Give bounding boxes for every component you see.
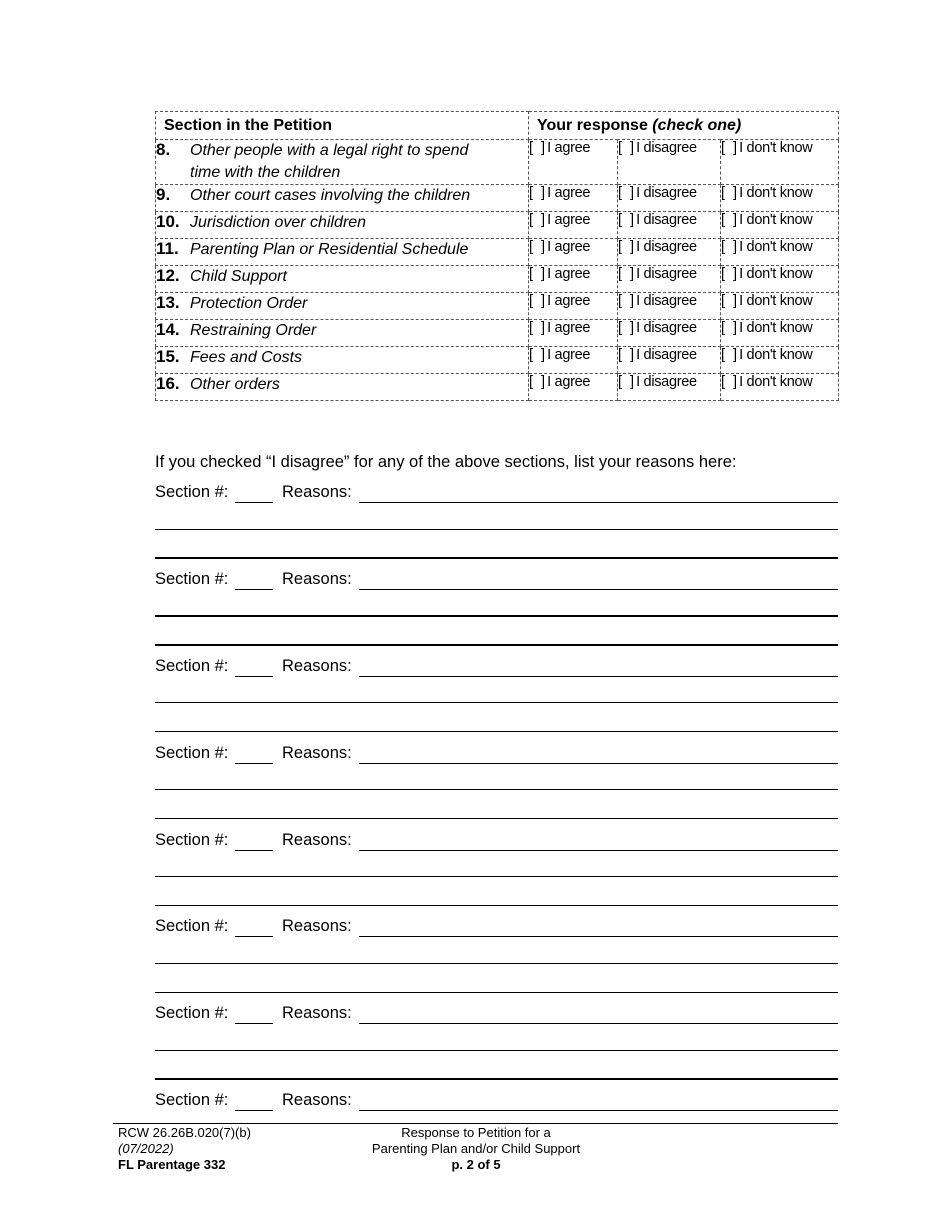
option-label: I agree xyxy=(547,320,591,336)
reasons-line[interactable] xyxy=(155,963,838,964)
checkbox[interactable]: [ ] xyxy=(529,212,548,228)
checkbox[interactable]: [ ] xyxy=(529,320,548,336)
section-label: Child Support xyxy=(190,268,287,285)
option-disagree[interactable] xyxy=(618,140,721,185)
table-row xyxy=(156,266,839,293)
option-label: I don't know xyxy=(739,185,813,201)
section-number: 11. xyxy=(156,239,179,258)
reasons-field[interactable] xyxy=(359,589,838,590)
reasons-field[interactable] xyxy=(359,502,838,503)
reason-row xyxy=(155,1091,838,1111)
reasons-field[interactable] xyxy=(359,1023,838,1024)
option-label: I disagree xyxy=(636,212,697,228)
section-number: 8. xyxy=(156,140,171,159)
section-cell xyxy=(156,347,529,374)
option-label: I don't know xyxy=(739,212,813,228)
section-number: 15. xyxy=(156,347,180,366)
section-number: 16. xyxy=(156,374,180,393)
option-label: I agree xyxy=(547,212,591,228)
option-label: I agree xyxy=(547,239,591,255)
checkbox[interactable]: [ ] xyxy=(618,140,637,156)
section-number-field[interactable] xyxy=(235,589,273,590)
reasons-label: Reasons: xyxy=(282,831,352,849)
section-number-label: Section #: xyxy=(155,1091,229,1109)
footer-page-number: p. 2 of 5 xyxy=(451,1157,501,1172)
option-label: I disagree xyxy=(636,374,697,390)
section-cell xyxy=(156,140,529,185)
option-agree[interactable] xyxy=(529,140,618,185)
reasons-line[interactable] xyxy=(155,731,838,732)
footer-center xyxy=(330,1125,622,1173)
table-row xyxy=(156,185,839,212)
section-cell xyxy=(156,320,529,347)
checkbox[interactable]: [ ] xyxy=(529,374,548,390)
option-label: I disagree xyxy=(636,347,697,363)
option-label: I disagree xyxy=(636,185,697,201)
reasons-field[interactable] xyxy=(359,676,838,677)
reasons-field[interactable] xyxy=(359,936,838,937)
reason-row xyxy=(155,744,838,764)
reasons-label: Reasons: xyxy=(282,483,352,501)
reasons-line[interactable] xyxy=(155,702,838,703)
option-dont-know[interactable] xyxy=(721,140,839,185)
footer-rcw: RCW 26.26B.020(7)(b) xyxy=(118,1125,251,1140)
option-disagree[interactable] xyxy=(618,266,721,293)
reasons-line[interactable] xyxy=(155,1078,838,1080)
section-number-field[interactable] xyxy=(235,1110,273,1111)
table-row xyxy=(156,212,839,239)
reasons-line[interactable] xyxy=(155,644,838,646)
reasons-field[interactable] xyxy=(359,763,838,764)
option-label: I agree xyxy=(547,293,591,309)
footer-left xyxy=(118,1125,251,1173)
section-label: Parenting Plan or Residential Schedule xyxy=(190,241,469,258)
checkbox[interactable]: [ ] xyxy=(721,293,740,309)
reason-row xyxy=(155,570,838,590)
option-label: I agree xyxy=(547,140,591,156)
option-disagree[interactable] xyxy=(618,374,721,401)
option-agree[interactable] xyxy=(529,266,618,293)
option-label: I agree xyxy=(547,374,591,390)
reason-row xyxy=(155,657,838,677)
section-label: Other people with a legal right to spend time with the children xyxy=(190,142,469,181)
reasons-line[interactable] xyxy=(155,615,838,617)
option-disagree[interactable] xyxy=(618,185,721,212)
checkbox[interactable]: [ ] xyxy=(618,347,637,363)
option-agree[interactable] xyxy=(529,347,618,374)
option-label: I don't know xyxy=(739,239,813,255)
table-row xyxy=(156,140,839,185)
section-number: 12. xyxy=(156,266,180,285)
reasons-line[interactable] xyxy=(155,557,838,559)
option-label: I don't know xyxy=(739,320,813,336)
header-response-label: Your response xyxy=(537,116,648,134)
reasons-line[interactable] xyxy=(155,529,838,530)
section-number-label: Section #: xyxy=(155,831,229,849)
checkbox[interactable]: [ ] xyxy=(721,347,740,363)
reasons-line[interactable] xyxy=(155,876,838,877)
section-number-field[interactable] xyxy=(235,676,273,677)
checkbox[interactable]: [ ] xyxy=(618,320,637,336)
section-number-field[interactable] xyxy=(235,763,273,764)
reasons-line[interactable] xyxy=(155,1050,838,1051)
section-number-field[interactable] xyxy=(235,1023,273,1024)
section-label: Other orders xyxy=(190,376,280,393)
section-number: 9. xyxy=(156,185,171,204)
option-dont-know[interactable] xyxy=(721,266,839,293)
section-cell xyxy=(156,293,529,320)
reasons-label: Reasons: xyxy=(282,917,352,935)
table-header-row xyxy=(156,112,839,140)
option-disagree[interactable] xyxy=(618,347,721,374)
option-disagree[interactable] xyxy=(618,239,721,266)
option-label: I disagree xyxy=(636,320,697,336)
option-dont-know[interactable] xyxy=(721,212,839,239)
section-number-field[interactable] xyxy=(235,850,273,851)
checkbox[interactable]: [ ] xyxy=(618,212,637,228)
section-number-label: Section #: xyxy=(155,917,229,935)
footer-form-id: FL Parentage 332 xyxy=(118,1157,226,1172)
section-cell xyxy=(156,212,529,239)
section-number-field[interactable] xyxy=(235,502,273,503)
reasons-label: Reasons: xyxy=(282,1004,352,1022)
checkbox[interactable]: [ ] xyxy=(721,140,740,156)
option-dont-know[interactable] xyxy=(721,185,839,212)
checkbox[interactable]: [ ] xyxy=(529,293,548,309)
table-row xyxy=(156,293,839,320)
section-cell xyxy=(156,266,529,293)
checkbox[interactable]: [ ] xyxy=(721,374,740,390)
footer-title-line2: Parenting Plan and/or Child Support xyxy=(371,1141,581,1156)
option-disagree[interactable] xyxy=(618,320,721,347)
option-label: I don't know xyxy=(739,140,813,156)
section-number-label: Section #: xyxy=(155,483,229,501)
section-label: Jurisdiction over children xyxy=(190,214,367,231)
option-dont-know[interactable] xyxy=(721,239,839,266)
reason-row xyxy=(155,831,838,851)
option-agree[interactable] xyxy=(529,185,618,212)
reasons-line[interactable] xyxy=(155,789,838,790)
option-dont-know[interactable] xyxy=(721,374,839,401)
checkbox[interactable]: [ ] xyxy=(618,293,637,309)
option-label: I disagree xyxy=(636,239,697,255)
option-agree[interactable] xyxy=(529,374,618,401)
reasons-field[interactable] xyxy=(359,1110,838,1111)
section-number-label: Section #: xyxy=(155,657,229,675)
option-agree[interactable] xyxy=(529,239,618,266)
option-agree[interactable] xyxy=(529,293,618,320)
option-agree[interactable] xyxy=(529,320,618,347)
option-label: I disagree xyxy=(636,266,697,282)
header-response-note: (check one) xyxy=(652,116,742,134)
reasons-label: Reasons: xyxy=(282,657,352,675)
reasons-line[interactable] xyxy=(155,905,838,906)
section-number: 10. xyxy=(156,212,180,231)
checkbox[interactable]: [ ] xyxy=(529,140,548,156)
checkbox[interactable]: [ ] xyxy=(529,347,548,363)
option-label: I don't know xyxy=(739,374,813,390)
option-label: I agree xyxy=(547,347,591,363)
checkbox[interactable]: [ ] xyxy=(529,266,548,282)
footer-rule xyxy=(113,1123,838,1124)
option-label: I disagree xyxy=(636,140,697,156)
reasons-field[interactable] xyxy=(359,850,838,851)
checkbox[interactable]: [ ] xyxy=(618,185,637,201)
option-disagree[interactable] xyxy=(618,293,721,320)
header-response xyxy=(529,112,839,140)
reason-row xyxy=(155,917,838,937)
option-agree[interactable] xyxy=(529,212,618,239)
checkbox[interactable]: [ ] xyxy=(721,266,740,282)
section-number-field[interactable] xyxy=(235,936,273,937)
reasons-line[interactable] xyxy=(155,818,838,819)
option-label: I agree xyxy=(547,266,591,282)
option-dont-know[interactable] xyxy=(721,293,839,320)
header-section: Section in the Petition xyxy=(156,112,529,140)
checkbox[interactable]: [ ] xyxy=(529,239,548,255)
table-row xyxy=(156,374,839,401)
section-cell xyxy=(156,374,529,401)
option-dont-know[interactable] xyxy=(721,320,839,347)
footer-title-line1: Response to Petition for a xyxy=(401,1125,551,1140)
response-table xyxy=(155,111,839,401)
checkbox[interactable]: [ ] xyxy=(529,185,548,201)
checkbox[interactable]: [ ] xyxy=(721,212,740,228)
section-label: Other court cases involving the children xyxy=(190,187,471,204)
reasons-label: Reasons: xyxy=(282,744,352,762)
option-label: I disagree xyxy=(636,293,697,309)
checkbox[interactable]: [ ] xyxy=(721,320,740,336)
section-number-label: Section #: xyxy=(155,744,229,762)
section-number-label: Section #: xyxy=(155,570,229,588)
section-number-label: Section #: xyxy=(155,1004,229,1022)
section-cell xyxy=(156,185,529,212)
section-label: Protection Order xyxy=(190,295,308,312)
option-label: I don't know xyxy=(739,293,813,309)
table-row xyxy=(156,239,839,266)
reason-row xyxy=(155,1004,838,1024)
disagree-instruction: If you checked “I disagree” for any of the above sections, list your reasons here: xyxy=(155,453,737,471)
reasons-label: Reasons: xyxy=(282,1091,352,1109)
reasons-line[interactable] xyxy=(155,992,838,993)
section-label: Fees and Costs xyxy=(190,349,303,366)
reasons-label: Reasons: xyxy=(282,570,352,588)
option-disagree[interactable] xyxy=(618,212,721,239)
section-number: 13. xyxy=(156,293,180,312)
table-row xyxy=(156,320,839,347)
option-dont-know[interactable] xyxy=(721,347,839,374)
checkbox[interactable]: [ ] xyxy=(721,239,740,255)
option-label: I agree xyxy=(547,185,591,201)
reason-row xyxy=(155,483,838,503)
section-label: Restraining Order xyxy=(190,322,317,339)
option-label: I don't know xyxy=(739,347,813,363)
option-label: I don't know xyxy=(739,266,813,282)
checkbox[interactable]: [ ] xyxy=(618,266,637,282)
checkbox[interactable]: [ ] xyxy=(721,185,740,201)
table-row xyxy=(156,347,839,374)
section-cell xyxy=(156,239,529,266)
checkbox[interactable]: [ ] xyxy=(618,239,637,255)
section-number: 14. xyxy=(156,320,180,339)
footer-date: (07/2022) xyxy=(118,1141,174,1156)
checkbox[interactable]: [ ] xyxy=(618,374,637,390)
